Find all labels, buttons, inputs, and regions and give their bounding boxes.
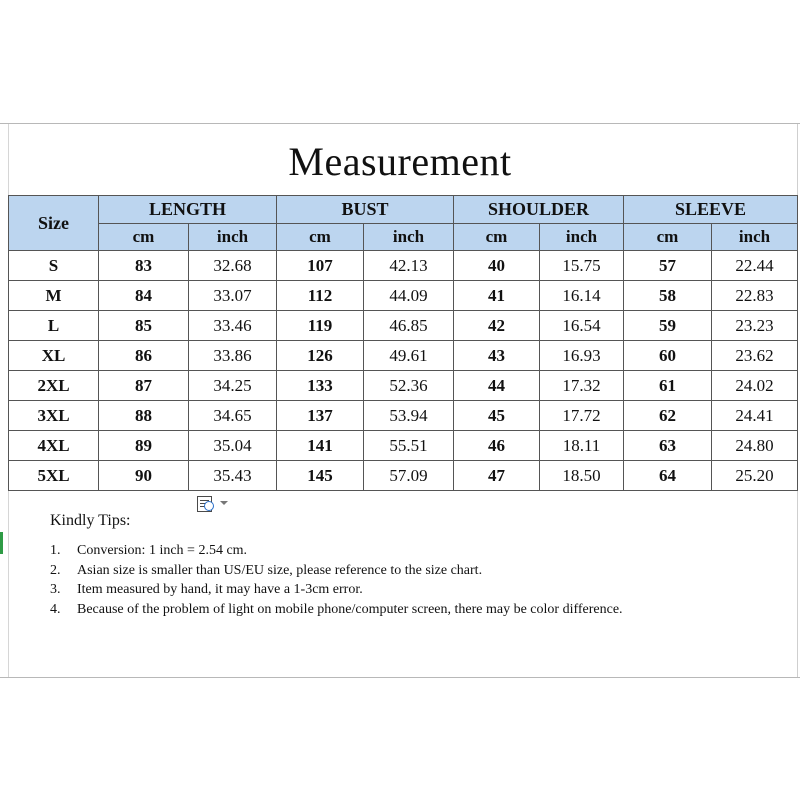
- cm-cell: 43: [454, 341, 540, 371]
- cm-cell: 58: [624, 281, 712, 311]
- cm-cell: 46: [454, 431, 540, 461]
- tip-text: Item measured by hand, it may have a 1-3cm error.: [77, 582, 363, 597]
- cm-cell: 85: [99, 311, 189, 341]
- cm-cell: 62: [624, 401, 712, 431]
- size-cell: 3XL: [9, 401, 99, 431]
- inch-cell: 42.13: [364, 251, 454, 281]
- tip-number: 3.: [50, 582, 61, 597]
- inch-cell: 34.65: [189, 401, 277, 431]
- cm-cell: 112: [277, 281, 364, 311]
- cm-cell: 90: [99, 461, 189, 491]
- cm-cell: 107: [277, 251, 364, 281]
- table-row: [9, 311, 798, 341]
- group-header-length: LENGTH: [99, 196, 277, 224]
- table-row: [9, 431, 798, 461]
- size-cell: 4XL: [9, 431, 99, 461]
- paste-format-icon: [204, 501, 214, 511]
- paste-options-button[interactable]: [193, 492, 233, 516]
- cm-cell: 41: [454, 281, 540, 311]
- cm-cell: 86: [99, 341, 189, 371]
- inch-cell: 18.50: [540, 461, 624, 491]
- header-row-groups: [9, 196, 798, 224]
- inch-cell: 24.41: [712, 401, 798, 431]
- cm-cell: 40: [454, 251, 540, 281]
- inch-cell: 25.20: [712, 461, 798, 491]
- unit-header: cm: [454, 224, 540, 251]
- cm-cell: 47: [454, 461, 540, 491]
- unit-header: cm: [277, 224, 364, 251]
- cm-cell: 84: [99, 281, 189, 311]
- cm-cell: 133: [277, 371, 364, 401]
- inch-cell: 16.93: [540, 341, 624, 371]
- inch-cell: 17.32: [540, 371, 624, 401]
- cm-cell: 45: [454, 401, 540, 431]
- tip-item: [50, 580, 750, 600]
- page-title: Measurement: [288, 139, 512, 184]
- inch-cell: 23.23: [712, 311, 798, 341]
- inch-cell: 35.43: [189, 461, 277, 491]
- size-cell: S: [9, 251, 99, 281]
- tip-item: [50, 541, 750, 561]
- chevron-down-icon: [220, 501, 228, 505]
- inch-cell: 44.09: [364, 281, 454, 311]
- table-row: [9, 371, 798, 401]
- group-header-shoulder: SHOULDER: [454, 196, 624, 224]
- tip-text: Asian size is smaller than US/EU size, please reference to the size chart.: [77, 562, 483, 578]
- inch-cell: 46.85: [364, 311, 454, 341]
- cm-cell: 64: [624, 461, 712, 491]
- inch-cell: 49.61: [364, 341, 454, 371]
- selection-marker: [0, 532, 3, 554]
- inch-cell: 22.44: [712, 251, 798, 281]
- cm-cell: 83: [99, 251, 189, 281]
- tip-item: [50, 561, 750, 581]
- table-row: [9, 251, 798, 281]
- unit-header: inch: [189, 224, 277, 251]
- inch-cell: 53.94: [364, 401, 454, 431]
- inch-cell: 57.09: [364, 461, 454, 491]
- tip-text: Because of the problem of light on mobile phone/computer screen, there may be color difference.: [77, 601, 623, 617]
- unit-header: cm: [624, 224, 712, 251]
- inch-cell: 33.46: [189, 311, 277, 341]
- cm-cell: 87: [99, 371, 189, 401]
- tip-number: 4.: [50, 601, 61, 617]
- cm-cell: 63: [624, 431, 712, 461]
- cm-cell: 145: [277, 461, 364, 491]
- cm-cell: 57: [624, 251, 712, 281]
- inch-cell: 33.86: [189, 341, 277, 371]
- inch-cell: 16.54: [540, 311, 624, 341]
- group-header-sleeve: SLEEVE: [624, 196, 798, 224]
- inch-cell: 32.68: [189, 251, 277, 281]
- table-row: [9, 401, 798, 431]
- table-row: [9, 461, 798, 491]
- inch-cell: 55.51: [364, 431, 454, 461]
- unit-header: inch: [540, 224, 624, 251]
- tip-text: Conversion: 1 inch = 2.54 cm.: [77, 543, 248, 558]
- inch-cell: 33.07: [189, 281, 277, 311]
- size-cell: M: [9, 281, 99, 311]
- tip-number: 2.: [50, 562, 61, 578]
- inch-cell: 16.14: [540, 281, 624, 311]
- tips-title: Kindly Tips:: [50, 512, 131, 529]
- cm-cell: 126: [277, 341, 364, 371]
- inch-cell: 24.80: [712, 431, 798, 461]
- unit-header: cm: [99, 224, 189, 251]
- table-row: [9, 281, 798, 311]
- header-row-units: [9, 224, 798, 251]
- unit-header: inch: [712, 224, 798, 251]
- cm-cell: 61: [624, 371, 712, 401]
- tips-list: [50, 541, 750, 619]
- inch-cell: 15.75: [540, 251, 624, 281]
- inch-cell: 17.72: [540, 401, 624, 431]
- cm-cell: 59: [624, 311, 712, 341]
- size-cell: 2XL: [9, 371, 99, 401]
- inch-cell: 35.04: [189, 431, 277, 461]
- inch-cell: 52.36: [364, 371, 454, 401]
- cm-cell: 137: [277, 401, 364, 431]
- inch-cell: 34.25: [189, 371, 277, 401]
- size-cell: XL: [9, 341, 99, 371]
- cm-cell: 141: [277, 431, 364, 461]
- size-cell: L: [9, 311, 99, 341]
- cm-cell: 42: [454, 311, 540, 341]
- inch-cell: 18.11: [540, 431, 624, 461]
- size-header: Size: [9, 196, 99, 251]
- size-chart-table: [8, 195, 798, 491]
- inch-cell: 23.62: [712, 341, 798, 371]
- group-header-bust: BUST: [277, 196, 454, 224]
- cm-cell: 89: [99, 431, 189, 461]
- cm-cell: 44: [454, 371, 540, 401]
- cm-cell: 60: [624, 341, 712, 371]
- cm-cell: 88: [99, 401, 189, 431]
- tip-item: [50, 600, 750, 620]
- inch-cell: 24.02: [712, 371, 798, 401]
- unit-header: inch: [364, 224, 454, 251]
- size-cell: 5XL: [9, 461, 99, 491]
- tip-number: 1.: [50, 543, 61, 558]
- inch-cell: 22.83: [712, 281, 798, 311]
- table-row: [9, 341, 798, 371]
- cm-cell: 119: [277, 311, 364, 341]
